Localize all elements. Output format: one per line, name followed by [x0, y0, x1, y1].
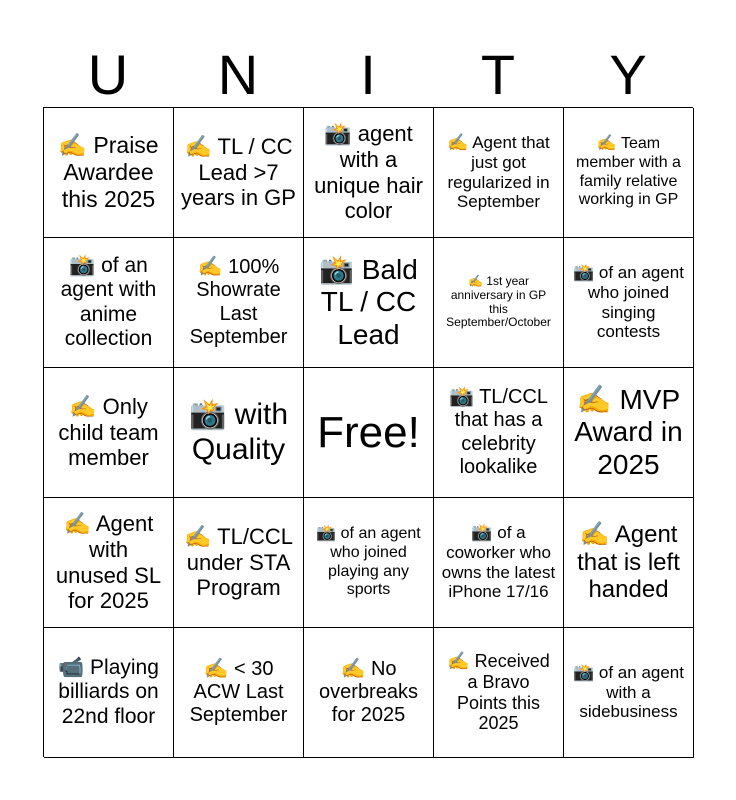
- header-letter-3: I: [360, 43, 376, 106]
- bingo-cell-r4c3[interactable]: [304, 498, 434, 628]
- bingo-cell-r5c4[interactable]: [434, 628, 564, 758]
- bingo-cell-r5c1[interactable]: [44, 628, 174, 758]
- cell-text: 📸 TL/CCL that has a celebrity lookalike: [448, 386, 548, 478]
- cell-text: 📸 of an agent with anime collection: [60, 253, 157, 350]
- cell-text: ✍️ < 30 ACW Last September: [189, 657, 288, 727]
- header-letter-4: T: [480, 43, 516, 106]
- cell-text: ✍️ Agent with unused SL for 2025: [55, 511, 162, 614]
- cell-text: 📸 Bald TL / CC Lead: [319, 253, 418, 350]
- cell-text: ✍️ Agent that just got regularized in September: [447, 133, 550, 212]
- bingo-cell-r3c2[interactable]: [174, 368, 304, 498]
- bingo-cell-r5c2[interactable]: [174, 628, 304, 758]
- header-letter-1: U: [87, 43, 129, 106]
- bingo-cell-r1c4[interactable]: [434, 108, 564, 238]
- bingo-cell-r5c5[interactable]: [564, 628, 694, 758]
- cell-text: 📸 of an agent who joined playing any sports: [316, 525, 421, 599]
- bingo-cell-r4c5[interactable]: [564, 498, 694, 628]
- cell-text: ✍️ MVP Award in 2025: [574, 383, 683, 480]
- cell-text: ✍️ No overbreaks for 2025: [319, 657, 418, 727]
- bingo-cell-r3c1[interactable]: [44, 368, 174, 498]
- bingo-cell-r1c5[interactable]: [564, 108, 694, 238]
- bingo-cell-r2c3[interactable]: [304, 238, 434, 368]
- bingo-cell-r1c2[interactable]: [174, 108, 304, 238]
- cell-text: 📸 with Quality: [188, 397, 289, 466]
- cell-text: 📸 of an agent with a sidebusiness: [573, 662, 684, 722]
- bingo-header: [43, 44, 693, 106]
- cell-text: ✍️ TL/CCL under STA Program: [184, 524, 293, 601]
- header-letter-2: N: [217, 43, 259, 106]
- cell-text: ✍️ Only child team member: [58, 394, 159, 471]
- cell-text: ✍️ Praise Awardee this 2025: [58, 132, 159, 212]
- bingo-cell-r2c2[interactable]: [174, 238, 304, 368]
- bingo-cell-r2c1[interactable]: [44, 238, 174, 368]
- bingo-cell-r4c2[interactable]: [174, 498, 304, 628]
- cell-text: ✍️ Received a Bravo Points this 2025: [447, 650, 550, 734]
- bingo-cell-r3c5[interactable]: [564, 368, 694, 498]
- free-space-label: Free!: [317, 407, 420, 457]
- bingo-cell-r1c1[interactable]: [44, 108, 174, 238]
- bingo-cell-free[interactable]: [304, 368, 434, 498]
- cell-text: ✍️ 1st year anniversary in GP this September/October: [446, 273, 551, 330]
- bingo-cell-r4c4[interactable]: [434, 498, 564, 628]
- cell-text: ✍️ 100% Showrate Last September: [189, 256, 288, 348]
- cell-text: ✍️ Agent that is left handed: [577, 520, 680, 604]
- cell-text: 📸 of an agent who joined singing contests: [573, 263, 684, 342]
- cell-text: ✍️ Team member with a family relative working in GP: [576, 135, 681, 209]
- cell-text: 📸 agent with a unique hair color: [314, 121, 423, 224]
- bingo-cell-r1c3[interactable]: [304, 108, 434, 238]
- cell-text: 📸 of a coworker who owns the latest iPhone 17/16: [441, 523, 556, 602]
- bingo-cell-r2c5[interactable]: [564, 238, 694, 368]
- cell-text: ✍️ TL / CC Lead >7 years in GP: [181, 134, 296, 211]
- bingo-cell-r5c3[interactable]: [304, 628, 434, 758]
- bingo-board: [43, 107, 693, 757]
- cell-text: 📹 Playing billiards on 22nd floor: [58, 655, 159, 728]
- bingo-cell-r3c4[interactable]: [434, 368, 564, 498]
- bingo-cell-r2c4[interactable]: [434, 238, 564, 368]
- bingo-cell-r4c1[interactable]: [44, 498, 174, 628]
- header-letter-5: Y: [609, 43, 647, 106]
